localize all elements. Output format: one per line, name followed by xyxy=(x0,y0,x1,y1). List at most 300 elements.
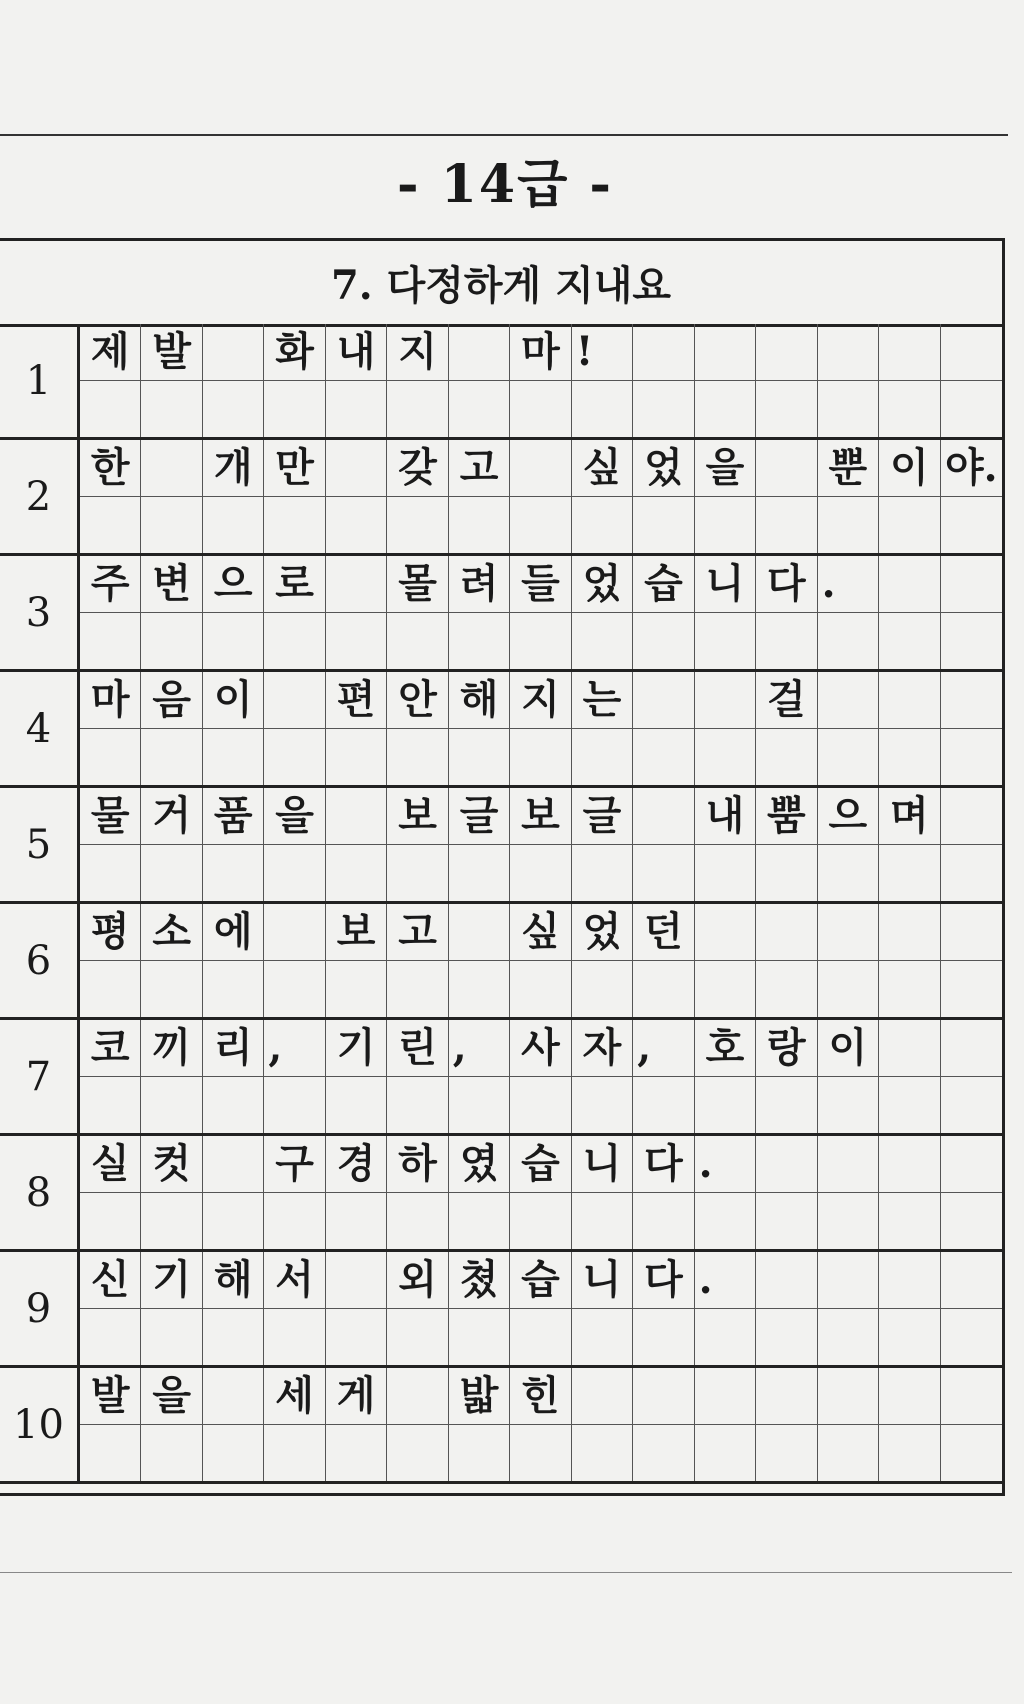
char-cell xyxy=(387,1368,448,1425)
practice-cell[interactable] xyxy=(264,381,325,438)
practice-line xyxy=(0,788,1002,904)
char-cell: 밟 xyxy=(449,1368,510,1425)
practice-cell[interactable] xyxy=(818,1193,879,1250)
line-number: 7 xyxy=(0,1020,80,1133)
practice-cell[interactable] xyxy=(818,381,879,438)
practice-cell[interactable] xyxy=(387,729,448,786)
char-cell xyxy=(756,324,817,381)
practice-cell[interactable] xyxy=(879,1077,940,1134)
practice-cell[interactable] xyxy=(572,961,633,1018)
char-cell xyxy=(879,1252,940,1309)
practice-cell[interactable] xyxy=(510,381,571,438)
char-cell xyxy=(941,1136,1002,1193)
practice-cell[interactable] xyxy=(633,1077,694,1134)
character-grid xyxy=(80,1020,1002,1133)
char-cell xyxy=(756,1252,817,1309)
practice-cell[interactable] xyxy=(572,845,633,902)
char-cell xyxy=(879,1136,940,1193)
practice-cell[interactable] xyxy=(203,1425,264,1482)
char-cell xyxy=(941,1368,1002,1425)
character-grid xyxy=(80,672,1002,785)
practice-cell[interactable] xyxy=(510,729,571,786)
practice-cell[interactable] xyxy=(879,1425,940,1482)
character-grid xyxy=(80,324,1002,437)
practice-cell[interactable] xyxy=(695,1077,756,1134)
char-cell: 을 xyxy=(264,788,325,845)
practice-cell[interactable] xyxy=(264,961,325,1018)
practice-cell[interactable] xyxy=(326,1077,387,1134)
practice-cell[interactable] xyxy=(818,613,879,670)
practice-cell[interactable] xyxy=(756,1425,817,1482)
practice-cell[interactable] xyxy=(264,1425,325,1482)
char-cell: 려 xyxy=(449,556,510,613)
practice-line xyxy=(0,1368,1002,1484)
practice-cell[interactable] xyxy=(818,1425,879,1482)
char-cell: . xyxy=(695,1252,756,1309)
char-cell xyxy=(941,556,1002,613)
char-cell: 었 xyxy=(572,904,633,961)
practice-cell[interactable] xyxy=(941,381,1002,438)
char-cell: 외 xyxy=(387,1252,448,1309)
practice-cell[interactable] xyxy=(326,961,387,1018)
char-cell: 지 xyxy=(510,672,571,729)
practice-cell[interactable] xyxy=(264,613,325,670)
practice-cell[interactable] xyxy=(879,961,940,1018)
char-cell: 구 xyxy=(264,1136,325,1193)
char-cell: 음 xyxy=(141,672,202,729)
practice-cell[interactable] xyxy=(80,497,141,554)
char-cell: 고 xyxy=(387,904,448,961)
char-cell: 쳤 xyxy=(449,1252,510,1309)
practice-cell[interactable] xyxy=(387,1309,448,1366)
practice-cell[interactable] xyxy=(572,497,633,554)
practice-cell[interactable] xyxy=(633,1193,694,1250)
practice-cell[interactable] xyxy=(80,845,141,902)
char-cell: 니 xyxy=(572,1252,633,1309)
character-grid xyxy=(80,1368,1002,1481)
char-cell: 랑 xyxy=(756,1020,817,1077)
practice-line xyxy=(0,672,1002,788)
char-cell: 개 xyxy=(203,440,264,497)
char-cell: 였 xyxy=(449,1136,510,1193)
practice-cell[interactable] xyxy=(879,381,940,438)
practice-cell[interactable] xyxy=(449,497,510,554)
practice-cell[interactable] xyxy=(80,1309,141,1366)
practice-cell[interactable] xyxy=(818,845,879,902)
char-cell xyxy=(695,1368,756,1425)
practice-line xyxy=(0,1136,1002,1252)
char-cell xyxy=(695,904,756,961)
char-cell: 며 xyxy=(879,788,940,845)
char-cell: 글 xyxy=(572,788,633,845)
practice-cell[interactable] xyxy=(264,1193,325,1250)
practice-cell[interactable] xyxy=(141,381,202,438)
char-cell: 갖 xyxy=(387,440,448,497)
char-cell xyxy=(141,440,202,497)
practice-cell[interactable] xyxy=(141,1309,202,1366)
practice-line xyxy=(0,904,1002,1020)
practice-cell[interactable] xyxy=(879,845,940,902)
char-cell: 로 xyxy=(264,556,325,613)
practice-cell[interactable] xyxy=(756,1309,817,1366)
line-number: 4 xyxy=(0,672,80,785)
char-cell: . xyxy=(818,556,879,613)
practice-line xyxy=(0,1252,1002,1368)
practice-cell[interactable] xyxy=(695,381,756,438)
char-cell xyxy=(203,1368,264,1425)
practice-cell[interactable] xyxy=(879,1309,940,1366)
practice-cell[interactable] xyxy=(510,497,571,554)
practice-cell[interactable] xyxy=(141,1193,202,1250)
practice-cell[interactable] xyxy=(941,613,1002,670)
char-cell: 호 xyxy=(695,1020,756,1077)
practice-cell[interactable] xyxy=(141,845,202,902)
practice-cell[interactable] xyxy=(387,845,448,902)
char-cell: 내 xyxy=(326,324,387,381)
char-cell xyxy=(941,1020,1002,1077)
char-cell: 힌 xyxy=(510,1368,571,1425)
char-cell: 보 xyxy=(510,788,571,845)
practice-cell[interactable] xyxy=(203,381,264,438)
practice-cell[interactable] xyxy=(449,1077,510,1134)
char-cell: 서 xyxy=(264,1252,325,1309)
char-cell xyxy=(633,1368,694,1425)
practice-cell[interactable] xyxy=(695,497,756,554)
character-grid xyxy=(80,1136,1002,1249)
practice-cell[interactable] xyxy=(756,1193,817,1250)
practice-cell[interactable] xyxy=(572,613,633,670)
char-cell xyxy=(818,324,879,381)
practice-cell[interactable] xyxy=(572,1425,633,1482)
practice-cell[interactable] xyxy=(633,1425,694,1482)
practice-cell[interactable] xyxy=(510,1309,571,1366)
practice-cell[interactable] xyxy=(879,613,940,670)
practice-cell[interactable] xyxy=(818,1077,879,1134)
practice-cell[interactable] xyxy=(695,613,756,670)
char-cell xyxy=(326,440,387,497)
practice-cell[interactable] xyxy=(449,961,510,1018)
char-cell: 글 xyxy=(449,788,510,845)
char-cell xyxy=(879,672,940,729)
char-cell: 평 xyxy=(80,904,141,961)
char-cell: , xyxy=(449,1020,510,1077)
practice-cell[interactable] xyxy=(141,729,202,786)
practice-cell[interactable] xyxy=(941,1193,1002,1250)
char-cell xyxy=(818,1368,879,1425)
char-cell: 는 xyxy=(572,672,633,729)
char-cell: , xyxy=(633,1020,694,1077)
char-cell: 변 xyxy=(141,556,202,613)
practice-cell[interactable] xyxy=(387,961,448,1018)
char-cell xyxy=(326,1252,387,1309)
practice-cell[interactable] xyxy=(879,497,940,554)
char-cell: 이 xyxy=(203,672,264,729)
practice-cell[interactable] xyxy=(387,613,448,670)
practice-cell[interactable] xyxy=(756,613,817,670)
char-cell: 품 xyxy=(203,788,264,845)
practice-cell[interactable] xyxy=(449,613,510,670)
practice-cell[interactable] xyxy=(387,1425,448,1482)
practice-cell[interactable] xyxy=(572,1309,633,1366)
char-cell xyxy=(572,1368,633,1425)
char-cell xyxy=(941,1252,1002,1309)
char-cell xyxy=(879,1368,940,1425)
char-cell xyxy=(695,324,756,381)
character-grid xyxy=(80,788,1002,901)
practice-cell[interactable] xyxy=(756,845,817,902)
char-cell xyxy=(326,788,387,845)
practice-cell[interactable] xyxy=(141,1425,202,1482)
char-cell: 발 xyxy=(141,324,202,381)
practice-cell[interactable] xyxy=(633,845,694,902)
practice-cell[interactable] xyxy=(326,497,387,554)
practice-cell[interactable] xyxy=(510,1193,571,1250)
character-grid xyxy=(80,440,1002,553)
char-cell xyxy=(941,672,1002,729)
practice-cell[interactable] xyxy=(756,961,817,1018)
practice-cell[interactable] xyxy=(203,845,264,902)
line-number: 6 xyxy=(0,904,80,1017)
practice-cell[interactable] xyxy=(264,497,325,554)
practice-cell[interactable] xyxy=(449,1425,510,1482)
char-cell: ! xyxy=(572,324,633,381)
bottom-rule xyxy=(0,1572,1012,1573)
practice-cell[interactable] xyxy=(203,1077,264,1134)
line-number: 3 xyxy=(0,556,80,669)
practice-cell[interactable] xyxy=(203,729,264,786)
char-cell: 물 xyxy=(80,788,141,845)
practice-cell[interactable] xyxy=(387,1193,448,1250)
practice-cell[interactable] xyxy=(203,961,264,1018)
char-cell: 거 xyxy=(141,788,202,845)
practice-cell[interactable] xyxy=(264,1077,325,1134)
writing-sheet xyxy=(0,238,1005,1496)
char-cell: 안 xyxy=(387,672,448,729)
practice-cell[interactable] xyxy=(387,381,448,438)
practice-cell[interactable] xyxy=(941,497,1002,554)
char-cell: 코 xyxy=(80,1020,141,1077)
practice-cell[interactable] xyxy=(941,729,1002,786)
char-cell: 을 xyxy=(695,440,756,497)
char-cell xyxy=(756,904,817,961)
practice-cell[interactable] xyxy=(633,1309,694,1366)
practice-cell[interactable] xyxy=(326,381,387,438)
char-cell: 기 xyxy=(326,1020,387,1077)
char-cell xyxy=(633,324,694,381)
practice-cell[interactable] xyxy=(941,845,1002,902)
practice-cell[interactable] xyxy=(818,1309,879,1366)
practice-cell[interactable] xyxy=(633,381,694,438)
practice-cell[interactable] xyxy=(879,729,940,786)
practice-cell[interactable] xyxy=(818,961,879,1018)
practice-cell[interactable] xyxy=(756,1077,817,1134)
char-cell: 린 xyxy=(387,1020,448,1077)
char-cell xyxy=(941,324,1002,381)
practice-cell[interactable] xyxy=(326,1193,387,1250)
practice-cell[interactable] xyxy=(941,961,1002,1018)
char-cell: 마 xyxy=(510,324,571,381)
line-number: 2 xyxy=(0,440,80,553)
char-cell: 발 xyxy=(80,1368,141,1425)
char-cell xyxy=(879,324,940,381)
practice-cell[interactable] xyxy=(326,613,387,670)
practice-cell[interactable] xyxy=(449,845,510,902)
practice-cell[interactable] xyxy=(80,613,141,670)
char-cell xyxy=(941,788,1002,845)
practice-cell[interactable] xyxy=(633,961,694,1018)
char-cell: 실 xyxy=(80,1136,141,1193)
practice-cell[interactable] xyxy=(80,1425,141,1482)
practice-cell[interactable] xyxy=(695,729,756,786)
practice-cell[interactable] xyxy=(80,381,141,438)
practice-cell[interactable] xyxy=(264,729,325,786)
practice-line xyxy=(0,1020,1002,1136)
practice-line xyxy=(0,440,1002,556)
char-cell xyxy=(756,1368,817,1425)
practice-cell[interactable] xyxy=(510,845,571,902)
practice-cell[interactable] xyxy=(572,729,633,786)
char-cell: 이 xyxy=(818,1020,879,1077)
char-cell: 화 xyxy=(264,324,325,381)
char-cell: 소 xyxy=(141,904,202,961)
char-cell: , xyxy=(264,1020,325,1077)
character-grid xyxy=(80,556,1002,669)
char-cell xyxy=(756,1136,817,1193)
practice-cell[interactable] xyxy=(80,961,141,1018)
char-cell: 한 xyxy=(80,440,141,497)
char-cell xyxy=(449,904,510,961)
practice-cell[interactable] xyxy=(326,1309,387,1366)
practice-cell[interactable] xyxy=(756,497,817,554)
line-number: 10 xyxy=(0,1368,80,1481)
char-cell: 고 xyxy=(449,440,510,497)
practice-cell[interactable] xyxy=(510,1077,571,1134)
char-cell: 자 xyxy=(572,1020,633,1077)
char-cell: 몰 xyxy=(387,556,448,613)
char-cell: 컷 xyxy=(141,1136,202,1193)
char-cell: 습 xyxy=(510,1136,571,1193)
practice-cell[interactable] xyxy=(510,961,571,1018)
char-cell: 지 xyxy=(387,324,448,381)
practice-cell[interactable] xyxy=(80,729,141,786)
char-cell xyxy=(818,1136,879,1193)
char-cell: 보 xyxy=(387,788,448,845)
practice-cell[interactable] xyxy=(633,613,694,670)
practice-cell[interactable] xyxy=(695,1309,756,1366)
practice-cell[interactable] xyxy=(141,497,202,554)
practice-cell[interactable] xyxy=(449,1193,510,1250)
char-cell: 이 xyxy=(879,440,940,497)
practice-cell[interactable] xyxy=(756,381,817,438)
practice-cell[interactable] xyxy=(572,1077,633,1134)
char-cell xyxy=(695,672,756,729)
practice-cell[interactable] xyxy=(141,613,202,670)
char-cell xyxy=(633,788,694,845)
practice-cell[interactable] xyxy=(141,961,202,1018)
practice-cell[interactable] xyxy=(818,729,879,786)
char-cell: 편 xyxy=(326,672,387,729)
char-cell: 경 xyxy=(326,1136,387,1193)
char-cell: 에 xyxy=(203,904,264,961)
practice-cell[interactable] xyxy=(941,1425,1002,1482)
practice-cell[interactable] xyxy=(326,845,387,902)
char-cell: 으 xyxy=(203,556,264,613)
practice-cell[interactable] xyxy=(756,729,817,786)
line-number: 1 xyxy=(0,324,80,437)
char-cell: 다 xyxy=(756,556,817,613)
practice-cell[interactable] xyxy=(203,497,264,554)
practice-cell[interactable] xyxy=(572,381,633,438)
char-cell: 사 xyxy=(510,1020,571,1077)
char-cell xyxy=(264,672,325,729)
char-cell xyxy=(818,1252,879,1309)
char-cell: 습 xyxy=(633,556,694,613)
char-cell xyxy=(203,1136,264,1193)
practice-cell[interactable] xyxy=(572,1193,633,1250)
practice-cell[interactable] xyxy=(387,497,448,554)
practice-cell[interactable] xyxy=(326,729,387,786)
practice-cell[interactable] xyxy=(141,1077,202,1134)
char-cell xyxy=(756,440,817,497)
practice-cell[interactable] xyxy=(80,1193,141,1250)
char-cell: 뿐 xyxy=(818,440,879,497)
practice-cell[interactable] xyxy=(449,729,510,786)
practice-cell[interactable] xyxy=(695,845,756,902)
char-cell: 내 xyxy=(695,788,756,845)
char-cell: 싶 xyxy=(510,904,571,961)
practice-cell[interactable] xyxy=(203,1193,264,1250)
practice-cell[interactable] xyxy=(695,961,756,1018)
char-cell: 으 xyxy=(818,788,879,845)
lesson-title: 7. 다정하게 지내요 xyxy=(0,241,1002,327)
practice-cell[interactable] xyxy=(510,613,571,670)
practice-cell[interactable] xyxy=(695,1193,756,1250)
line-number: 5 xyxy=(0,788,80,901)
practice-cell[interactable] xyxy=(80,1077,141,1134)
practice-cell[interactable] xyxy=(203,613,264,670)
char-cell xyxy=(818,672,879,729)
practice-cell[interactable] xyxy=(941,1077,1002,1134)
practice-cell[interactable] xyxy=(695,1425,756,1482)
practice-cell[interactable] xyxy=(633,497,694,554)
char-cell xyxy=(633,672,694,729)
char-cell: 들 xyxy=(510,556,571,613)
char-cell xyxy=(264,904,325,961)
char-cell xyxy=(879,556,940,613)
practice-cell[interactable] xyxy=(941,1309,1002,1366)
practice-cell[interactable] xyxy=(633,729,694,786)
char-cell: 끼 xyxy=(141,1020,202,1077)
char-cell: 었 xyxy=(633,440,694,497)
practice-cell[interactable] xyxy=(264,1309,325,1366)
char-cell xyxy=(326,556,387,613)
char-cell xyxy=(879,904,940,961)
practice-cell[interactable] xyxy=(818,497,879,554)
char-cell: 던 xyxy=(633,904,694,961)
practice-cell[interactable] xyxy=(449,381,510,438)
practice-cell[interactable] xyxy=(449,1309,510,1366)
char-cell: 야. xyxy=(941,440,1002,497)
practice-cell[interactable] xyxy=(387,1077,448,1134)
char-cell: 싶 xyxy=(572,440,633,497)
practice-cell[interactable] xyxy=(264,845,325,902)
char-cell: 게 xyxy=(326,1368,387,1425)
character-grid xyxy=(80,904,1002,1017)
practice-cell[interactable] xyxy=(510,1425,571,1482)
practice-cell[interactable] xyxy=(879,1193,940,1250)
practice-cell[interactable] xyxy=(203,1309,264,1366)
practice-cell[interactable] xyxy=(326,1425,387,1482)
